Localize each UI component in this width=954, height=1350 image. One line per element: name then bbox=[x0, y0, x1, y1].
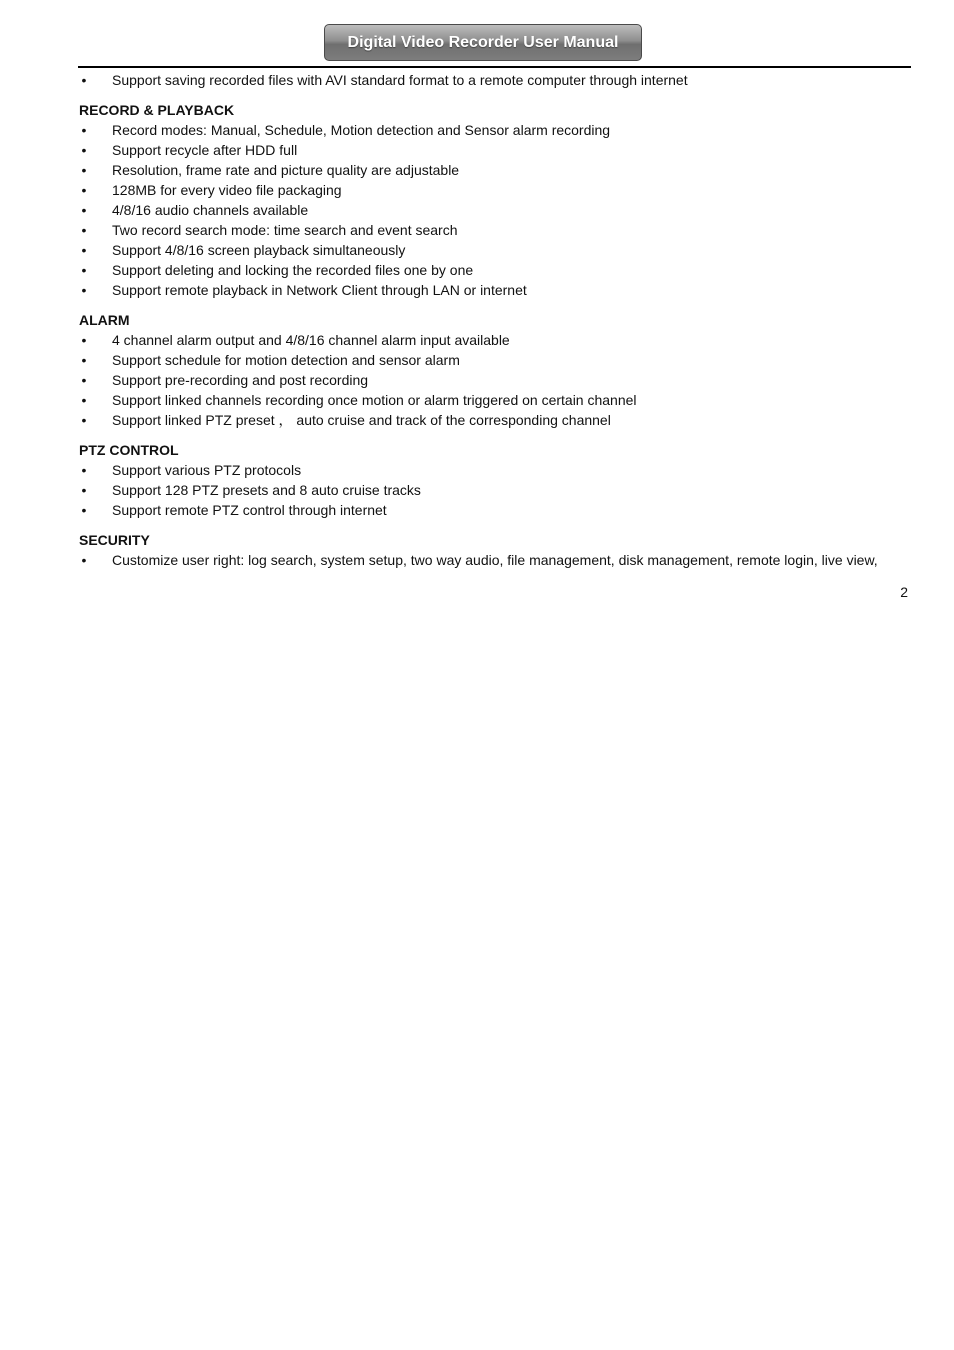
list-item bbox=[78, 220, 918, 240]
bullet-icon: • bbox=[81, 262, 87, 278]
list-item bbox=[78, 180, 918, 200]
list-item bbox=[78, 240, 918, 260]
bullet-icon: • bbox=[81, 372, 87, 388]
list-item bbox=[78, 70, 918, 90]
list-item-text: Support various PTZ protocols bbox=[112, 462, 302, 478]
bullet-icon: • bbox=[81, 412, 87, 428]
section-heading: RECORD & PLAYBACK bbox=[79, 102, 235, 118]
list-item bbox=[78, 120, 918, 140]
bullet-icon: • bbox=[81, 222, 87, 238]
section-alarm bbox=[78, 310, 918, 430]
section-ptz-control bbox=[78, 440, 918, 520]
list-item bbox=[78, 550, 918, 570]
list-item bbox=[78, 330, 918, 350]
bullet-icon: • bbox=[81, 242, 87, 258]
list-item bbox=[78, 260, 918, 280]
section-heading: SECURITY bbox=[79, 532, 150, 548]
bullet-icon: • bbox=[81, 462, 87, 478]
list-item-text: Support recycle after HDD full bbox=[112, 142, 298, 158]
bullet-icon: • bbox=[81, 162, 87, 178]
list-item-text: Record modes: Manual, Schedule, Motion detection and Sensor alarm recording bbox=[112, 122, 611, 138]
page-number: 2 bbox=[900, 584, 908, 600]
list-item-text: Support remote PTZ control through internet bbox=[112, 502, 387, 518]
bullet-icon: • bbox=[81, 182, 87, 198]
bullet-icon: • bbox=[81, 552, 87, 568]
list-item bbox=[78, 200, 918, 220]
list-item-text: Support deleting and locking the recorded files one by one bbox=[112, 262, 474, 278]
list-item bbox=[78, 390, 918, 410]
section-heading: PTZ CONTROL bbox=[79, 442, 179, 458]
list-item bbox=[78, 500, 918, 520]
bullet-icon: • bbox=[81, 352, 87, 368]
list-item bbox=[78, 480, 918, 500]
bullet-icon: • bbox=[81, 122, 87, 138]
header-divider bbox=[78, 66, 911, 68]
list-item-text: Support saving recorded files with AVI standard format to a remote computer through internet bbox=[112, 72, 688, 88]
list-item-text: Support linked PTZ preset ， auto cruise and track of the corresponding channel bbox=[112, 412, 611, 428]
list-item-text: Support pre-recording and post recording bbox=[112, 372, 369, 388]
page-content bbox=[78, 70, 918, 570]
list-item bbox=[78, 140, 918, 160]
bullet-icon: • bbox=[81, 392, 87, 408]
bullet-icon: • bbox=[81, 502, 87, 518]
bullet-icon: • bbox=[81, 282, 87, 298]
list-item-text: Support 128 PTZ presets and 8 auto cruise tracks bbox=[112, 482, 421, 498]
section-security bbox=[78, 530, 918, 570]
list-item bbox=[78, 370, 918, 390]
list-item bbox=[78, 350, 918, 370]
list-item bbox=[78, 280, 918, 300]
bullet-icon: • bbox=[81, 332, 87, 348]
header-title: Digital Video Recorder User Manual bbox=[347, 33, 619, 51]
header-title-badge bbox=[324, 24, 642, 61]
list-item bbox=[78, 160, 918, 180]
list-item-text: 128MB for every video file packaging bbox=[112, 182, 342, 198]
section-heading: ALARM bbox=[79, 312, 130, 328]
list-item-text: Support schedule for motion detection and sensor alarm bbox=[112, 352, 460, 368]
bullet-icon: • bbox=[81, 72, 87, 88]
list-item-text: 4 channel alarm output and 4/8/16 channel alarm input available bbox=[112, 332, 510, 348]
list-item-text: Two record search mode: time search and event search bbox=[112, 222, 458, 238]
bullet-icon: • bbox=[81, 482, 87, 498]
list-item-text: Resolution, frame rate and picture quality are adjustable bbox=[112, 162, 460, 178]
section-record-playback bbox=[78, 100, 918, 300]
list-item-text: 4/8/16 audio channels available bbox=[112, 202, 309, 218]
bullet-icon: • bbox=[81, 202, 87, 218]
bullet-icon: • bbox=[81, 142, 87, 158]
list-item bbox=[78, 410, 918, 430]
list-item-text: Support 4/8/16 screen playback simultaneously bbox=[112, 242, 406, 258]
list-item-text: Customize user right: log search, system setup, two way audio, file management, disk management, remote login, live view, bbox=[112, 552, 878, 568]
list-item-text: Support linked channels recording once motion or alarm triggered on certain channel bbox=[112, 392, 637, 408]
list-item-text: Support remote playback in Network Client through LAN or internet bbox=[112, 282, 527, 298]
list-item bbox=[78, 460, 918, 480]
